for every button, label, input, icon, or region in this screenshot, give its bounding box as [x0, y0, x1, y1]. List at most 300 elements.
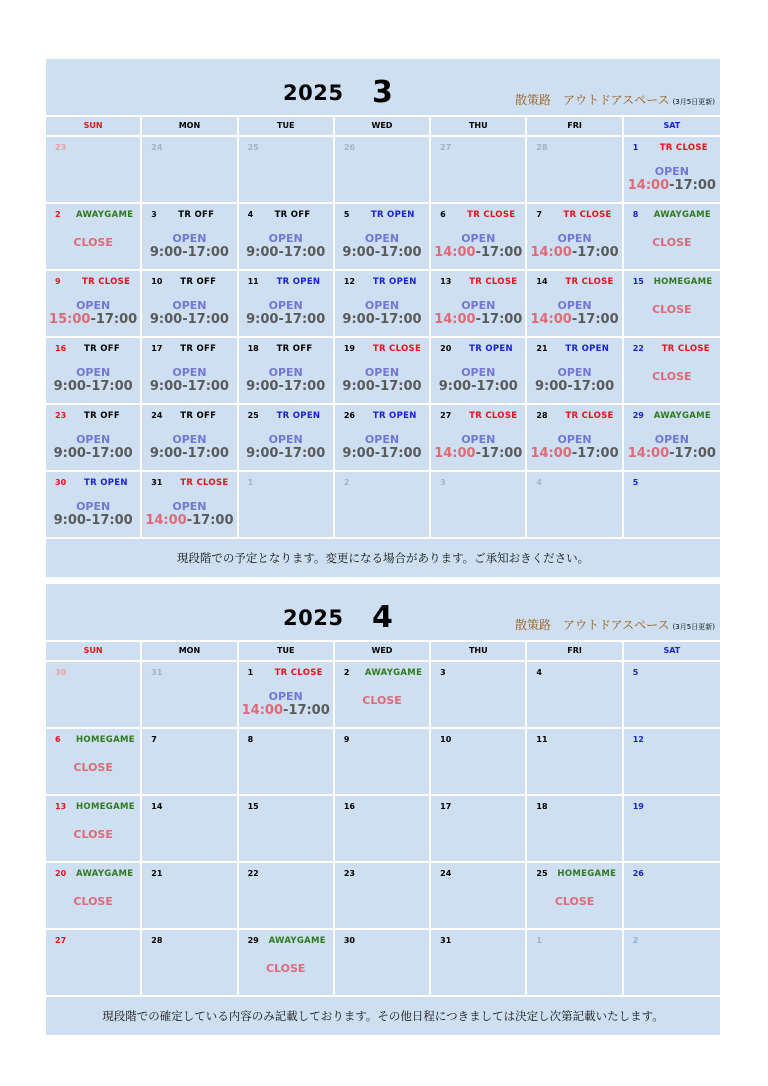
open-start-time: 14:00 — [434, 245, 476, 260]
day-cell — [142, 204, 238, 271]
day-number: 25 — [536, 869, 548, 878]
day-number: 19 — [343, 344, 355, 353]
calendar-month: 4 — [372, 600, 393, 635]
day-number: 21 — [151, 869, 163, 878]
cell-body — [624, 232, 720, 249]
day-cell — [624, 662, 720, 729]
open-hours — [335, 245, 429, 260]
day-cell — [335, 137, 431, 204]
day-number: 1 — [632, 143, 639, 152]
facility-label — [515, 91, 715, 108]
day-number: 5 — [343, 210, 350, 219]
weekday-thu: THU — [431, 642, 527, 660]
day-cell — [46, 796, 142, 863]
day-number: 30 — [343, 936, 355, 945]
weekday-sat: SAT — [663, 121, 681, 130]
open-hours — [46, 446, 140, 461]
day-number: 25 — [247, 143, 259, 152]
event-tag: TR OFF — [178, 210, 215, 220]
day-cell — [239, 930, 335, 997]
day-number: 5 — [632, 478, 639, 487]
status-close-label: CLOSE — [73, 761, 113, 774]
day-number: 18 — [247, 344, 259, 353]
facility-name: 散策路 アウトドアスペース — [515, 618, 670, 632]
status-open-label: OPEN — [557, 299, 592, 312]
day-cell — [624, 729, 720, 796]
day-number: 4 — [536, 478, 542, 487]
cell-body — [239, 299, 333, 327]
status-open-label: OPEN — [654, 165, 689, 178]
open-hours — [527, 379, 621, 394]
cell-body — [527, 299, 621, 327]
day-number: 11 — [247, 277, 259, 286]
open-hours — [335, 312, 429, 327]
cell-body — [431, 232, 525, 260]
day-number: 27 — [55, 936, 67, 945]
event-tag: AWAYGAME — [268, 936, 326, 946]
status-open-label: OPEN — [364, 366, 400, 379]
day-number: 1 — [247, 478, 254, 487]
event-tag: TR OPEN — [276, 411, 321, 421]
open-end-time: -17:00 — [669, 178, 716, 193]
weekday-header-row — [46, 117, 720, 137]
status-open-label: OPEN — [76, 500, 111, 513]
open-end-time: -17:00 — [85, 513, 133, 528]
status-open-label: OPEN — [268, 232, 303, 245]
open-end-time: -17:00 — [182, 312, 229, 327]
day-number: 23 — [343, 869, 355, 878]
day-cell — [239, 796, 335, 863]
status-close-label: CLOSE — [73, 828, 113, 841]
event-tag: HOMEGAME — [76, 802, 135, 812]
day-cell — [624, 472, 720, 539]
event-tag: AWAYGAME — [653, 411, 712, 421]
event-tag: HOMEGAME — [557, 869, 617, 879]
day-cell — [527, 204, 623, 271]
cell-body — [335, 232, 429, 260]
update-note: (3月5日更新) — [672, 623, 715, 631]
day-number: 31 — [151, 668, 163, 677]
day-number: 5 — [632, 668, 639, 677]
day-cell — [431, 338, 527, 405]
day-number: 9 — [343, 735, 350, 744]
day-number: 23 — [55, 143, 67, 152]
day-cell — [527, 863, 623, 930]
day-cell — [335, 405, 431, 472]
event-tag: TR CLOSE — [469, 277, 518, 287]
open-hours — [624, 178, 720, 193]
weekday-sun: SUN — [46, 642, 142, 660]
open-end-time: -17:00 — [186, 513, 234, 528]
day-cell — [624, 271, 720, 338]
cell-body — [142, 366, 236, 394]
day-cell — [239, 405, 335, 472]
day-cell — [624, 137, 720, 204]
event-tag: TR CLOSE — [659, 143, 708, 153]
day-number: 7 — [151, 735, 157, 744]
day-cell — [624, 204, 720, 271]
day-number: 28 — [151, 936, 163, 945]
calendar-footer-note: 現段階での確定している内容のみ記載しております。その他日程につきましては決定し次第記載いたします。 — [102, 1009, 664, 1023]
status-open-label: OPEN — [172, 433, 207, 446]
day-cell — [527, 472, 623, 539]
event-tag: TR OPEN — [276, 277, 321, 287]
status-open-label: OPEN — [461, 366, 496, 379]
day-cell — [431, 863, 527, 930]
open-start-time: 14:00 — [627, 446, 670, 461]
cell-body — [335, 299, 429, 327]
cell-body — [46, 757, 140, 774]
status-close-label: CLOSE — [652, 303, 692, 316]
day-cell — [431, 796, 527, 863]
day-number: 24 — [440, 869, 452, 878]
day-cell — [527, 930, 623, 997]
day-cell — [335, 472, 431, 539]
day-cell — [46, 271, 142, 338]
day-number: 17 — [440, 802, 452, 811]
open-hours — [239, 312, 333, 327]
day-cell — [527, 338, 623, 405]
open-start-time: 9:00 — [438, 379, 472, 394]
calendar-header — [46, 59, 720, 117]
day-number: 28 — [536, 411, 548, 420]
calendar-year: 2025 — [283, 81, 344, 105]
day-cell — [431, 930, 527, 997]
open-end-time: -17:00 — [278, 312, 326, 327]
open-end-time: -17:00 — [182, 446, 229, 461]
open-hours — [527, 446, 621, 461]
event-tag: AWAYGAME — [364, 668, 423, 678]
day-cell — [239, 204, 335, 271]
day-cell — [142, 863, 238, 930]
day-number: 29 — [247, 936, 259, 945]
open-end-time: -17:00 — [90, 312, 138, 327]
event-tag: TR OFF — [276, 344, 313, 354]
event-tag: TR CLOSE — [180, 478, 229, 488]
day-number: 24 — [151, 143, 163, 152]
day-number: 30 — [55, 668, 67, 677]
day-number: 16 — [55, 344, 67, 353]
day-number: 14 — [536, 277, 548, 286]
day-number: 21 — [536, 344, 548, 353]
day-number: 8 — [247, 735, 254, 744]
open-hours — [46, 513, 140, 528]
day-cell — [431, 137, 527, 204]
calendar-march — [46, 59, 720, 577]
day-cell — [46, 137, 142, 204]
open-start-time: 9:00 — [535, 379, 568, 394]
open-start-time: 9:00 — [342, 379, 375, 394]
day-number: 31 — [440, 936, 452, 945]
weekday-thu: THU — [431, 117, 527, 135]
open-hours — [335, 379, 429, 394]
event-tag: TR CLOSE — [565, 411, 614, 421]
day-cell — [239, 472, 335, 539]
cell-body — [46, 232, 140, 249]
day-number: 26 — [632, 869, 644, 878]
open-end-time: -17:00 — [278, 245, 326, 260]
open-end-time: -17:00 — [374, 446, 422, 461]
day-cell — [624, 405, 720, 472]
open-start-time: 9:00 — [342, 312, 375, 327]
open-start-time: 9:00 — [149, 379, 183, 394]
day-cell — [431, 729, 527, 796]
day-cell — [239, 729, 335, 796]
day-cell — [335, 796, 431, 863]
day-cell — [335, 204, 431, 271]
day-cell — [46, 863, 142, 930]
weekday-sun: SUN — [46, 117, 142, 135]
day-cell — [624, 796, 720, 863]
day-cell — [335, 930, 431, 997]
status-open-label: OPEN — [268, 299, 303, 312]
cell-body — [142, 500, 236, 528]
open-hours — [46, 379, 140, 394]
open-end-time: -17:00 — [475, 245, 523, 260]
status-open-label: OPEN — [654, 433, 689, 446]
cell-body — [239, 690, 333, 718]
open-hours — [239, 446, 333, 461]
day-number: 2 — [55, 210, 61, 219]
day-number: 3 — [440, 668, 446, 677]
day-cell — [527, 271, 623, 338]
day-cell — [142, 729, 238, 796]
day-cell — [431, 405, 527, 472]
day-cell — [142, 472, 238, 539]
open-end-time: -17:00 — [475, 446, 523, 461]
status-open-label: OPEN — [172, 299, 207, 312]
open-end-time: -17:00 — [374, 245, 422, 260]
day-number: 12 — [632, 735, 644, 744]
open-hours — [431, 446, 525, 461]
open-end-time: -17:00 — [571, 446, 619, 461]
day-cell — [527, 405, 623, 472]
open-start-time: 14:00 — [627, 178, 670, 193]
day-cell — [239, 863, 335, 930]
event-tag: TR OPEN — [370, 210, 415, 220]
cell-body — [431, 433, 525, 461]
cell-body — [142, 433, 236, 461]
open-hours — [335, 446, 429, 461]
open-start-time: 9:00 — [246, 379, 279, 394]
open-hours — [431, 312, 525, 327]
day-number: 15 — [247, 802, 259, 811]
day-number: 18 — [536, 802, 548, 811]
status-open-label: OPEN — [76, 299, 111, 312]
day-number: 3 — [151, 210, 157, 219]
open-end-time: -17:00 — [475, 312, 523, 327]
open-start-time: 9:00 — [246, 312, 279, 327]
open-start-time: 14:00 — [241, 703, 283, 718]
status-open-label: OPEN — [364, 433, 400, 446]
open-end-time: -17:00 — [571, 245, 619, 260]
day-number: 7 — [536, 210, 542, 219]
open-end-time: -17:00 — [669, 446, 716, 461]
day-cell — [431, 204, 527, 271]
event-tag: TR OPEN — [84, 478, 128, 488]
status-open-label: OPEN — [461, 232, 496, 245]
day-cell — [239, 338, 335, 405]
cell-body — [239, 433, 333, 461]
open-end-time: -17:00 — [278, 446, 326, 461]
event-tag: TR CLOSE — [563, 210, 612, 220]
status-close-label: CLOSE — [73, 895, 113, 908]
day-number: 20 — [55, 869, 67, 878]
status-open-label: OPEN — [172, 366, 207, 379]
open-start-time: 14:00 — [530, 312, 572, 327]
day-number: 15 — [632, 277, 644, 286]
open-hours — [239, 379, 333, 394]
event-tag: AWAYGAME — [653, 210, 712, 220]
cell-body — [46, 299, 140, 327]
event-tag: TR OFF — [274, 210, 311, 220]
open-start-time: 9:00 — [53, 513, 86, 528]
day-cell — [239, 271, 335, 338]
status-open-label: OPEN — [172, 500, 207, 513]
status-close-label: CLOSE — [362, 694, 402, 707]
day-number: 4 — [247, 210, 254, 219]
open-start-time: 9:00 — [149, 312, 183, 327]
day-number: 3 — [440, 478, 446, 487]
day-number: 1 — [247, 668, 254, 677]
day-number: 1 — [536, 936, 542, 945]
status-open-label: OPEN — [76, 433, 111, 446]
weekday-wed: WED — [335, 117, 431, 135]
open-hours — [431, 379, 525, 394]
open-start-time: 14:00 — [530, 245, 572, 260]
cell-body — [239, 232, 333, 260]
day-cell — [624, 338, 720, 405]
event-tag: TR OFF — [180, 344, 217, 354]
status-open-label: OPEN — [461, 299, 496, 312]
cell-body — [335, 366, 429, 394]
status-open-label: OPEN — [364, 299, 400, 312]
day-number: 8 — [632, 210, 639, 219]
day-number: 12 — [343, 277, 355, 286]
day-number: 27 — [440, 143, 452, 152]
day-cell — [46, 729, 142, 796]
cell-body — [527, 433, 621, 461]
weekday-fri: FRI — [527, 117, 623, 135]
open-start-time: 14:00 — [530, 446, 572, 461]
open-start-time: 9:00 — [246, 245, 279, 260]
day-cell — [239, 137, 335, 204]
day-cell — [527, 662, 623, 729]
calendar-year: 2025 — [283, 606, 344, 630]
open-end-time: -17:00 — [374, 379, 422, 394]
cell-body — [46, 891, 140, 908]
day-number: 30 — [55, 478, 67, 487]
open-hours — [527, 312, 621, 327]
day-number: 2 — [343, 668, 350, 677]
day-number: 17 — [151, 344, 163, 353]
open-end-time: -17:00 — [85, 446, 133, 461]
open-start-time: 14:00 — [434, 446, 476, 461]
day-cell — [335, 271, 431, 338]
open-start-time: 14:00 — [434, 312, 476, 327]
cell-body — [527, 366, 621, 394]
day-number: 26 — [343, 143, 355, 152]
cell-body — [46, 366, 140, 394]
event-tag: AWAYGAME — [76, 210, 134, 220]
status-close-label: CLOSE — [73, 236, 113, 249]
open-start-time: 9:00 — [53, 379, 86, 394]
cell-body — [624, 165, 720, 193]
open-end-time: -17:00 — [374, 312, 422, 327]
calendar-footer-note: 現段階での予定となります。変更になる場合があります。ご承知おきください。 — [176, 551, 590, 565]
day-number: 20 — [440, 344, 452, 353]
day-cell — [624, 930, 720, 997]
open-start-time: 15:00 — [49, 312, 91, 327]
cell-body — [239, 366, 333, 394]
day-number: 2 — [632, 936, 639, 945]
day-number: 13 — [55, 802, 67, 811]
day-cell — [431, 271, 527, 338]
event-tag: TR CLOSE — [274, 668, 323, 678]
day-number: 22 — [632, 344, 644, 353]
status-close-label: CLOSE — [554, 895, 595, 908]
day-cell — [335, 662, 431, 729]
day-number: 13 — [440, 277, 452, 286]
open-end-time: -17:00 — [471, 379, 518, 394]
day-number: 23 — [55, 411, 67, 420]
day-cell — [46, 472, 142, 539]
day-cell — [142, 930, 238, 997]
cell-body — [142, 299, 236, 327]
day-number: 6 — [440, 210, 446, 219]
calendar-grid — [46, 662, 720, 997]
cell-body — [46, 824, 140, 841]
weekday-sat: SAT — [663, 646, 681, 655]
cell-body — [431, 366, 525, 394]
event-tag: TR OPEN — [372, 411, 417, 421]
day-cell — [46, 405, 142, 472]
status-open-label: OPEN — [364, 232, 400, 245]
day-number: 26 — [343, 411, 355, 420]
open-start-time: 9:00 — [246, 446, 279, 461]
cell-body — [335, 690, 429, 707]
day-cell — [431, 472, 527, 539]
day-number: 28 — [536, 143, 548, 152]
weekday-wed: WED — [335, 642, 431, 660]
day-cell — [239, 662, 335, 729]
day-number: 4 — [536, 668, 542, 677]
status-open-label: OPEN — [268, 366, 303, 379]
cell-body — [624, 299, 720, 316]
open-end-time: -17:00 — [85, 379, 133, 394]
event-tag: TR OPEN — [469, 344, 513, 354]
day-cell — [46, 930, 142, 997]
event-tag: HOMEGAME — [653, 277, 713, 287]
day-number: 11 — [536, 735, 548, 744]
cell-body — [239, 958, 333, 975]
weekday-fri: FRI — [527, 642, 623, 660]
cell-body — [624, 433, 720, 461]
day-cell — [527, 137, 623, 204]
day-cell — [624, 863, 720, 930]
event-tag: TR CLOSE — [467, 210, 516, 220]
day-number: 29 — [632, 411, 644, 420]
status-open-label: OPEN — [461, 433, 496, 446]
open-start-time: 9:00 — [342, 245, 375, 260]
open-end-time: -17:00 — [283, 703, 330, 718]
event-tag: TR OFF — [84, 411, 120, 421]
facility-label — [515, 616, 715, 633]
event-tag: TR OFF — [180, 411, 217, 421]
cell-body — [527, 232, 621, 260]
day-number: 10 — [151, 277, 163, 286]
day-cell — [142, 405, 238, 472]
